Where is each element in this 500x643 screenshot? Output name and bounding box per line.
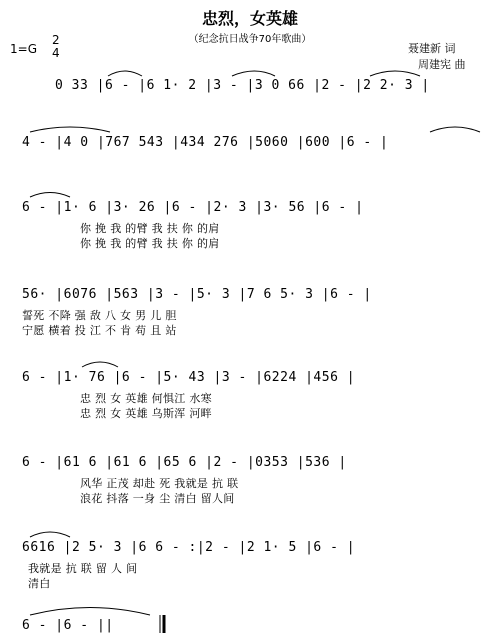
- lyric-verse-2: 宁愿 横着 投 江 不 肯 苟 且 站: [22, 324, 177, 337]
- notation-line: 6616 |2 5· 3 |6 6 - :|2 - |2 1· 5 |6 - |: [22, 540, 356, 555]
- lyric-verse-1: 你 挽 我 的臂 我 扶 你 的肩: [80, 222, 220, 235]
- song-title: 忠烈，女英雄: [201, 9, 298, 28]
- notation-line: 0 33 |6 - |6 1· 2 |3 - |3 0 66 |2 - |2 2· 3 |: [55, 78, 430, 93]
- composer-credit: 周建宪 曲: [418, 58, 466, 71]
- time-signature-bottom: 4: [52, 46, 60, 60]
- notation-line: 6 - |1· 6 |3· 26 |6 - |2· 3 |3· 56 |6 - |: [22, 200, 364, 215]
- lyric-verse-1: 我就是 抗 联 留 人 间: [28, 562, 138, 575]
- lyric-verse-2: 你 挽 我 的臂 我 扶 你 的肩: [80, 237, 220, 250]
- notation-line: 6 - |1· 76 |6 - |5· 43 |3 - |6224 |456 |: [22, 370, 356, 385]
- lyric-verse-2: 忠 烈 女 英雄 乌斯浑 河畔: [80, 407, 212, 420]
- lyric-verse-1: 忠 烈 女 英雄 何惧江 水寒: [80, 392, 212, 405]
- tie-mark: [108, 71, 142, 76]
- lyric-verse-1: 风华 正茂 却赴 死 我就是 抗 联: [80, 477, 239, 490]
- notation-line: 6 - |61 6 |61 6 |65 6 |2 - |0353 |536 |: [22, 455, 347, 470]
- lyric-verse-2: 清白: [28, 577, 51, 590]
- tie-mark: [30, 608, 150, 616]
- lyricist-credit: 聂建新 词: [408, 42, 456, 55]
- notation-line: 56· |6076 |563 |3 - |5· 3 |7 6 5· 3 |6 - |: [22, 287, 372, 302]
- tie-mark: [30, 193, 70, 198]
- tie-mark: [30, 127, 110, 132]
- time-signature-top: 2: [52, 33, 60, 47]
- lyric-verse-2: 浪花 抖落 一身 尘 清白 留人间: [80, 492, 235, 505]
- tie-mark: [370, 71, 420, 76]
- lyric-verse-1: 誓死 不降 强 敌 八 女 男 儿 胆: [22, 309, 177, 322]
- tie-mark: [82, 362, 118, 367]
- notation-line: 4 - |4 0 |767 543 |434 276 |5060 |600 |6 - |: [22, 135, 389, 150]
- key-signature: 1=G: [10, 42, 37, 56]
- tie-mark: [232, 71, 275, 76]
- notation-line: 6 - |6 - ||: [22, 618, 114, 633]
- tie-mark: [430, 127, 480, 132]
- song-subtitle: （纪念抗日战争70年歌曲）: [188, 34, 312, 45]
- tie-mark: [30, 532, 70, 537]
